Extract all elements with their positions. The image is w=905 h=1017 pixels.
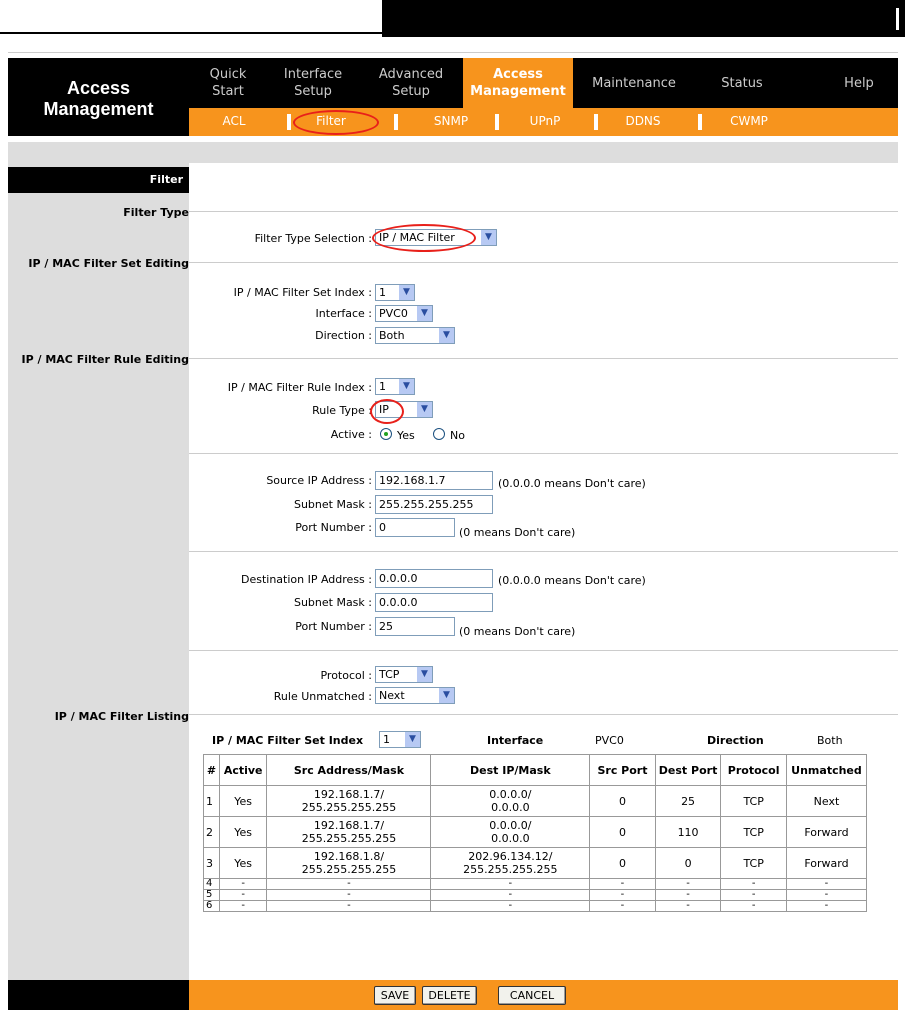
src-port-note: (0 means Don't care) <box>459 526 576 539</box>
table-cell: TCP <box>721 848 787 879</box>
footer-left <box>8 980 189 1010</box>
footer-action-bar <box>189 980 898 1010</box>
table-cell: 0.0.0.0/ 0.0.0.0 <box>431 817 590 848</box>
chevron-down-icon: ▼ <box>417 306 432 321</box>
section-filter-type: Filter Type <box>123 206 189 219</box>
nav-interface-setup[interactable]: Interface Setup <box>283 67 343 99</box>
table-row <box>204 817 867 848</box>
divider <box>8 52 898 53</box>
table-header-row <box>204 755 867 786</box>
src-mask-label: Subnet Mask : <box>293 498 372 511</box>
table-cell: - <box>431 879 590 890</box>
table-cell: - <box>721 879 787 890</box>
brand-line2: Management <box>43 99 154 119</box>
table-cell: - <box>590 890 656 901</box>
section-set-editing: IP / MAC Filter Set Editing <box>28 257 189 270</box>
nav-quick-start[interactable]: Quick Start <box>209 67 247 99</box>
protocol-label: Protocol : <box>320 669 372 682</box>
table-cell: - <box>655 890 721 901</box>
col-header: Unmatched <box>786 755 866 786</box>
dst-port-note: (0 means Don't care) <box>459 625 576 638</box>
set-index-select[interactable]: 1 ▼ <box>375 284 415 301</box>
dst-mask-input[interactable]: 0.0.0.0 <box>375 593 493 612</box>
src-port-input[interactable]: 0 <box>375 518 455 537</box>
cancel-button[interactable]: CANCEL <box>498 986 566 1005</box>
table-cell: - <box>655 901 721 912</box>
col-header: Dest Port <box>655 755 721 786</box>
subnav-upnp[interactable]: UPnP <box>529 114 561 128</box>
table-cell: Next <box>786 786 866 817</box>
table-cell: TCP <box>721 786 787 817</box>
main-nav <box>189 58 898 108</box>
rule-unmatched-label: Rule Unmatched : <box>273 690 372 703</box>
col-header: Active <box>219 755 267 786</box>
table-cell: 2 <box>204 817 220 848</box>
section-rule-editing: IP / MAC Filter Rule Editing <box>21 353 189 366</box>
table-cell: 3 <box>204 848 220 879</box>
table-cell: TCP <box>721 817 787 848</box>
table-cell: - <box>786 901 866 912</box>
interface-select[interactable]: PVC0 ▼ <box>375 305 433 322</box>
table-cell: 192.168.1.8/ 255.255.255.255 <box>267 848 431 879</box>
dst-ip-note: (0.0.0.0 means Don't care) <box>498 574 646 587</box>
subnav-snmp[interactable]: SNMP <box>433 114 469 128</box>
col-header: # <box>204 755 220 786</box>
table-row <box>204 848 867 879</box>
table-cell: - <box>786 879 866 890</box>
table-cell: Yes <box>219 817 267 848</box>
table-cell: - <box>431 901 590 912</box>
rule-type-label: Rule Type : <box>312 404 372 417</box>
direction-select[interactable]: Both ▼ <box>375 327 455 344</box>
table-cell: - <box>267 879 431 890</box>
active-yes-radio[interactable] <box>380 428 392 440</box>
chevron-down-icon: ▼ <box>417 667 432 682</box>
chevron-down-icon: ▼ <box>417 402 432 417</box>
active-yes-label: Yes <box>397 429 415 442</box>
table-cell: - <box>786 890 866 901</box>
save-button[interactable]: SAVE <box>374 986 416 1005</box>
listing-interface-value: PVC0 <box>595 734 624 747</box>
nav-advanced-setup[interactable]: Advanced Setup <box>378 67 444 99</box>
brand-title <box>8 58 189 136</box>
dst-port-input[interactable]: 25 <box>375 617 455 636</box>
col-header: Dest IP/Mask <box>431 755 590 786</box>
table-cell: - <box>431 890 590 901</box>
table-cell: 0 <box>590 817 656 848</box>
dst-ip-label: Destination IP Address : <box>240 573 372 586</box>
subnav-filter[interactable]: Filter <box>316 114 346 128</box>
col-header: Src Port <box>590 755 656 786</box>
filter-heading: Filter <box>8 167 189 193</box>
section-listing: IP / MAC Filter Listing <box>54 710 189 723</box>
nav-access-management[interactable]: Access Management <box>463 58 573 108</box>
subnav-acl[interactable]: ACL <box>222 114 246 128</box>
filter-type-label: Filter Type Selection : <box>254 232 372 245</box>
src-port-label: Port Number : <box>295 521 372 534</box>
rule-index-select[interactable]: 1 ▼ <box>375 378 415 395</box>
chevron-down-icon: ▼ <box>439 328 454 343</box>
table-row <box>204 890 867 901</box>
highlight-ring <box>370 399 404 424</box>
set-index-label: IP / MAC Filter Set Index : <box>233 286 372 299</box>
nav-maintenance[interactable]: Maintenance <box>592 75 676 91</box>
top-left-bar <box>0 0 382 34</box>
delete-button[interactable]: DELETE <box>422 986 477 1005</box>
table-cell: 1 <box>204 786 220 817</box>
table-row <box>204 879 867 890</box>
chevron-down-icon: ▼ <box>399 379 414 394</box>
protocol-select[interactable]: TCP ▼ <box>375 666 433 683</box>
nav-status[interactable]: Status <box>721 75 763 91</box>
listing-interface-label: Interface <box>487 734 544 747</box>
table-cell: 0 <box>655 848 721 879</box>
table-cell: 25 <box>655 786 721 817</box>
table-cell: Forward <box>786 817 866 848</box>
active-no-radio[interactable] <box>433 428 445 440</box>
table-cell: 6 <box>204 901 220 912</box>
nav-help[interactable]: Help <box>844 75 874 91</box>
listing-set-index-label: IP / MAC Filter Set Index <box>212 734 364 747</box>
table-cell: 192.168.1.7/ 255.255.255.255 <box>267 817 431 848</box>
col-header: Src Address/Mask <box>267 755 431 786</box>
table-cell: 202.96.134.12/ 255.255.255.255 <box>431 848 590 879</box>
table-cell: 4 <box>204 879 220 890</box>
rule-type-select[interactable]: IP ▼ <box>375 401 433 418</box>
src-ip-input[interactable]: 192.168.1.7 <box>375 471 493 490</box>
rule-unmatched-select[interactable]: Next ▼ <box>375 687 455 704</box>
table-cell: 0 <box>590 786 656 817</box>
sub-nav <box>189 108 898 136</box>
table-cell: - <box>590 879 656 890</box>
table-cell: - <box>721 890 787 901</box>
interface-label: Interface : <box>315 307 372 320</box>
brand-line1: Access <box>66 78 131 98</box>
active-no-label: No <box>450 429 465 442</box>
src-mask-input[interactable]: 255.255.255.255 <box>375 495 493 514</box>
table-cell: - <box>219 879 267 890</box>
subnav-cwmp[interactable]: CWMP <box>730 114 768 128</box>
chevron-down-icon: ▼ <box>405 732 420 747</box>
table-row <box>204 786 867 817</box>
spacer-bar <box>8 142 898 163</box>
highlight-ring <box>372 224 476 252</box>
table-row <box>204 901 867 912</box>
table-cell: 192.168.1.7/ 255.255.255.255 <box>267 786 431 817</box>
dst-ip-input[interactable]: 0.0.0.0 <box>375 569 493 588</box>
listing-direction-label: Direction <box>707 734 764 747</box>
subnav-ddns[interactable]: DDNS <box>625 114 661 128</box>
listing-set-index-select[interactable]: 1 ▼ <box>379 731 421 748</box>
src-ip-label: Source IP Address : <box>266 474 372 487</box>
chevron-down-icon: ▼ <box>481 230 496 245</box>
chevron-down-icon: ▼ <box>399 285 414 300</box>
dst-mask-label: Subnet Mask : <box>293 596 372 609</box>
table-cell: Forward <box>786 848 866 879</box>
src-ip-note: (0.0.0.0 means Don't care) <box>498 477 646 490</box>
left-column <box>8 163 189 980</box>
table-cell: 0.0.0.0/ 0.0.0.0 <box>431 786 590 817</box>
active-label: Active : <box>330 428 372 441</box>
filter-listing-table <box>203 754 867 912</box>
filter-type-value: IP / MAC Filter <box>379 231 455 244</box>
table-cell: - <box>267 890 431 901</box>
table-cell: - <box>721 901 787 912</box>
table-cell: - <box>655 879 721 890</box>
listing-direction-value: Both <box>817 734 843 747</box>
dst-port-label: Port Number : <box>295 620 372 633</box>
table-cell: Yes <box>219 848 267 879</box>
table-cell: 5 <box>204 890 220 901</box>
table-cell: - <box>219 890 267 901</box>
table-cell: - <box>590 901 656 912</box>
table-cell: Yes <box>219 786 267 817</box>
highlight-ring <box>293 110 379 135</box>
table-cell: 110 <box>655 817 721 848</box>
chevron-down-icon: ▼ <box>439 688 454 703</box>
direction-label: Direction : <box>315 329 372 342</box>
table-cell: - <box>267 901 431 912</box>
col-header: Protocol <box>721 755 787 786</box>
rule-index-label: IP / MAC Filter Rule Index : <box>227 381 372 394</box>
table-cell: 0 <box>590 848 656 879</box>
top-right-bar <box>382 0 905 37</box>
table-cell: - <box>219 901 267 912</box>
